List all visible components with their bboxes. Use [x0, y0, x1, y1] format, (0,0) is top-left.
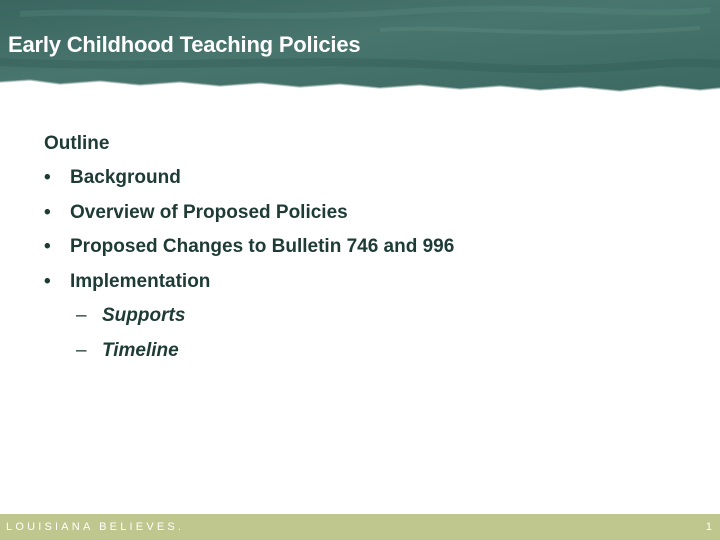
page-number: 1 — [705, 521, 712, 533]
dash-icon: – — [76, 305, 87, 326]
list-item — [44, 164, 684, 199]
slide-content — [44, 130, 684, 371]
chalkboard-header — [0, 0, 720, 96]
bullet-text: Background — [70, 167, 181, 188]
bullet-icon: • — [44, 201, 51, 223]
outline-list — [44, 164, 684, 371]
bullet-text: Implementation — [70, 270, 211, 292]
list-item — [44, 233, 684, 268]
sub-bullet-text: Supports — [102, 305, 186, 326]
bullet-icon: • — [44, 236, 51, 257]
sub-bullet-text: Timeline — [102, 339, 179, 361]
sub-list-item — [44, 302, 684, 337]
outline-heading: Outline — [44, 133, 110, 154]
footer-band — [0, 514, 720, 540]
bullet-text: Proposed Changes to Bulletin 746 and 996 — [70, 236, 455, 257]
footer-brand: LOUISIANA BELIEVES. — [6, 521, 185, 533]
list-item — [44, 199, 684, 234]
sub-list-item — [44, 337, 684, 372]
bullet-icon: • — [44, 167, 51, 188]
dash-icon: – — [76, 339, 87, 361]
list-item — [44, 268, 684, 303]
bullet-icon: • — [44, 270, 51, 292]
bullet-text: Overview of Proposed Policies — [70, 201, 348, 223]
slide-title: Early Childhood Teaching Policies — [8, 32, 361, 57]
